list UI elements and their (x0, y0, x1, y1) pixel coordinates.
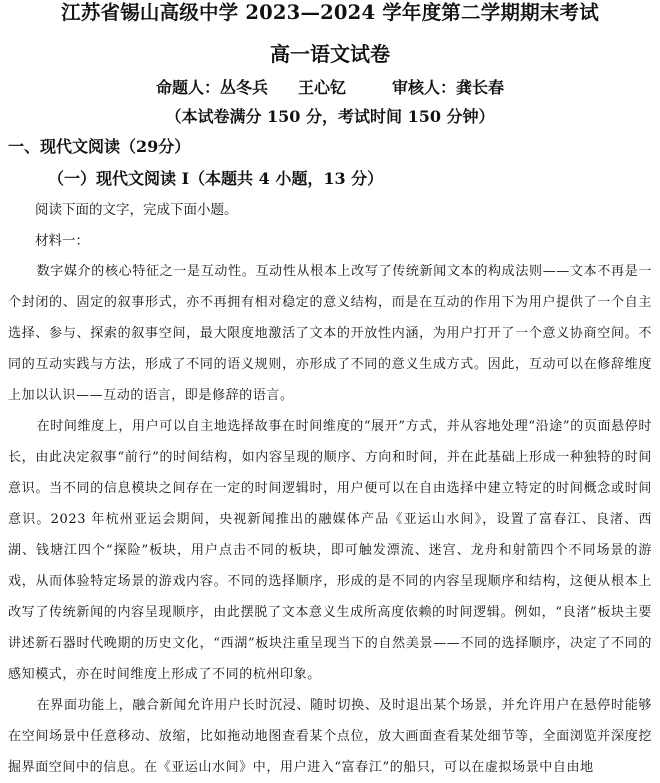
reading-instruction: 阅读下面的文字，完成下面小题。 (35, 202, 238, 218)
exam-subtitle: 高一语文试卷 (270, 42, 390, 66)
section-subheading: （一）现代文阅读 I（本题共 4 小题，13 分） (48, 169, 384, 188)
setter-name: 命题人：丛冬兵 (155, 78, 268, 97)
reviewer-name: 审核人：龚长春 (392, 78, 505, 97)
exam-page (0, 2, 660, 781)
exam-info: （本试卷满分 150 分，考试时间 150 分钟） (165, 107, 495, 126)
section-heading: 一、现代文阅读（29分） (8, 137, 191, 156)
paragraph-2: 在时间维度上，用户可以自主地选择故事在时间维度的“展开”方式，并从容地处理“沿途”的页面悬停时长，由此决定叙事“前行”的时间结构，如内容呈现的顺序、方向和时间，并在此基础上形成一种独特的时间意识。当不同的信息模块之间存在一定的时间逻辑时，用户便可以在自由选择中建立特定的时间概念或时间意识。2023 年杭州亚运会期间，央视新闻推出的融媒体产品《亚运山水间》，设置了富春江、良渚、西湖、钱塘江四个“探险”板块，用户点击不同的板块，即可触发漂流、迷宫、龙舟和射箭四个不同场景的游戏，从而体验特定场景的游戏内容。不同的选择顺序，形成的是不同的内容呈现顺序和结构，这便从根本上改写了传统新闻的内容呈现顺序，由此摆脱了文本意义生成所高度依赖的时间逻辑。例如，“良渚”板块主要讲述新石器时代晚期的历史文化，“西湖”板块注重呈现当下的自然美景——不同的选择顺序，决定了不同的感知模式，亦在时间维度上形成了不同的杭州印象。 (8, 419, 652, 682)
exam-title: 江苏省锡山高级中学 2023—2024 学年度第二学期期末考试 (61, 1, 599, 24)
paragraph-3: 在界面功能上，融合新闻允许用户长时沉浸、随时切换、及时退出某个场景，并允许用户在悬停时能够在空间场景中任意移动、放缩，比如拖动地图查看某个点位，放大画面查看某处细节等，全面浏览并深度挖掘界面空间中的信息。在《亚运山水间》中，用户进入“富春江”的船只，可以在虚拟场景中自由地 (8, 698, 652, 775)
paragraph-1: 数字媒介的核心特征之一是互动性。互动性从根本上改写了传统新闻文本的构成法则——文本不再是一个封闭的、固定的叙事形式，亦不再拥有相对稳定的意义结构，而是在互动的作用下为用户提供了一个自主选择、参与、探索的叙事空间，最大限度地激活了文本的开放性内涵，为用户打开了一个意义协商空间。不同的互动实践与方法，形成了不同的语义规则，亦形成了不同的意义生成方式。因此，互动可以在修辞维度上加以认识——互动的语言，即是修辞的语言。 (8, 264, 652, 403)
setter-second-name: 王心钇 (297, 78, 346, 97)
material-label: 材料一： (35, 233, 89, 249)
authors-line (8, 78, 652, 98)
